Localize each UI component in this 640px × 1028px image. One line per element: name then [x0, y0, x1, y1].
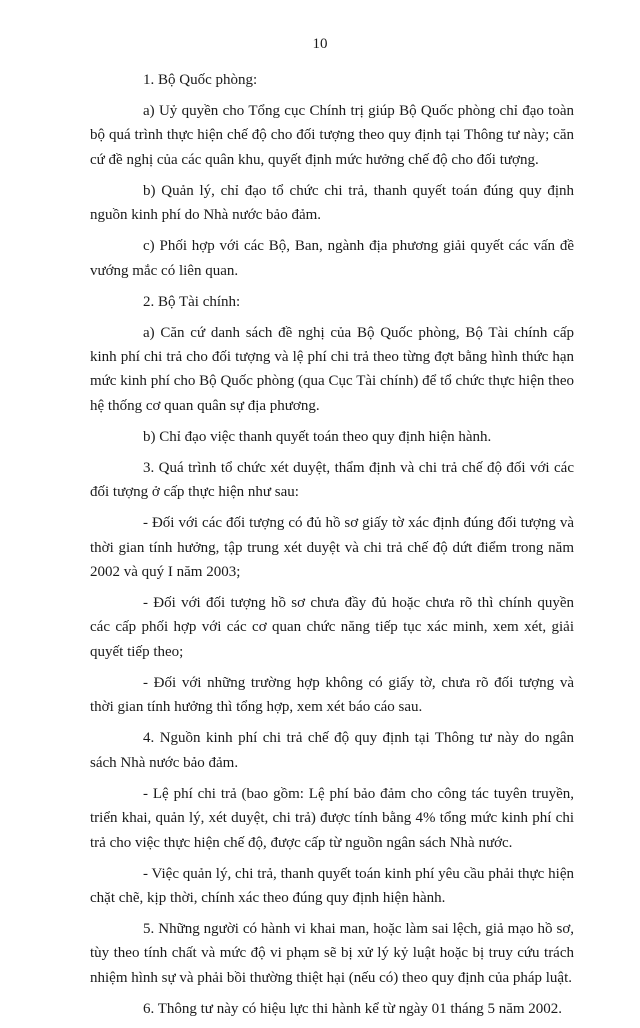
- paragraph: - Đối với những trường hợp không có giấy tờ, chưa rõ đối tượng và thời gian tính hưởng thì tổng hợp, xem xét báo cáo sau.: [90, 674, 574, 716]
- paragraph: - Đối với đối tượng hồ sơ chưa đầy đủ hoặc chưa rõ thì chính quyền các cấp phối hợp với các cơ quan chức năng tiếp tục xác minh, xem xét, giải quyết tiếp theo;: [90, 595, 574, 660]
- section-heading-ministry-of-finance: 2. Bộ Tài chính:: [143, 293, 241, 310]
- paragraph: c) Phối hợp với các Bộ, Ban, ngành địa phương giải quyết các vấn đề vướng mắc có liên quan.: [90, 238, 574, 279]
- paragraph: a) Căn cứ danh sách đề nghị của Bộ Quốc phòng, Bộ Tài chính cấp kinh phí chi trả cho đối tượng và lệ phí chi trả theo từng đợt bằng hình thức hạn mức kinh phí cho Bộ Quốc phòng (qua Cục Tài chính) để tổ chức thực hiện theo hệ thống cơ quan quân sự địa phương.: [90, 324, 574, 414]
- paragraph: 4. Nguồn kinh phí chi trả chế độ quy định tại Thông tư này do ngân sách Nhà nước bảo đảm.: [90, 730, 574, 771]
- document-body: [90, 68, 574, 1028]
- paragraph: 5. Những người có hành vi khai man, hoặc làm sai lệch, giả mạo hồ sơ, tùy theo tính chất và mức độ vi phạm sẽ bị xử lý kỷ luật hoặc bị truy cứu trách nhiệm hình sự và phải bồi thường thiệt hại (nếu có) theo quy định của pháp luật.: [90, 920, 574, 986]
- paragraph: 6. Thông tư này có hiệu lực thi hành kể từ ngày 01 tháng 5 năm 2002.: [143, 1000, 563, 1017]
- paragraph: - Việc quản lý, chi trả, thanh quyết toán kinh phí yêu cầu phải thực hiện chặt chẽ, kịp thời, chính xác theo đúng quy định hiện hành.: [90, 865, 574, 906]
- page-number: 10: [312, 36, 328, 52]
- paragraph: b) Quản lý, chỉ đạo tổ chức chi trả, thanh quyết toán đúng quy định nguồn kinh phí do Nhà nước bảo đảm.: [90, 182, 574, 224]
- paragraph: a) Uỷ quyền cho Tổng cục Chính trị giúp Bộ Quốc phòng chỉ đạo toàn bộ quá trình thực hiện chế độ cho đối tượng theo quy định tại Thông tư này; căn cứ đề nghị của các quân khu, quyết định mức hưởng chế độ cho đối tượng.: [90, 103, 574, 168]
- paragraph: - Lệ phí chi trả (bao gồm: Lệ phí bảo đảm cho công tác tuyên truyền, triển khai, quản lý, xét duyệt, chi trả) được tính bằng 4% tổng mức kinh phí chi trả cho việc thực hiện chế độ, được cấp từ nguồn ngân sách Nhà nước.: [90, 785, 574, 851]
- section-heading-ministry-of-defense: 1. Bộ Quốc phòng:: [143, 72, 258, 88]
- paragraph: b) Chỉ đạo việc thanh quyết toán theo quy định hiện hành.: [143, 428, 492, 445]
- paragraph: 3. Quá trình tổ chức xét duyệt, thẩm định và chi trả chế độ đối với các đối tượng ở cấp thực hiện như sau:: [90, 459, 574, 501]
- paragraph: - Đối với các đối tượng có đủ hồ sơ giấy tờ xác định đúng đối tượng và thời gian tính hưởng, tập trung xét duyệt và chi trả chế độ dứt điểm trong năm 2002 và quý I năm 2003;: [90, 515, 574, 581]
